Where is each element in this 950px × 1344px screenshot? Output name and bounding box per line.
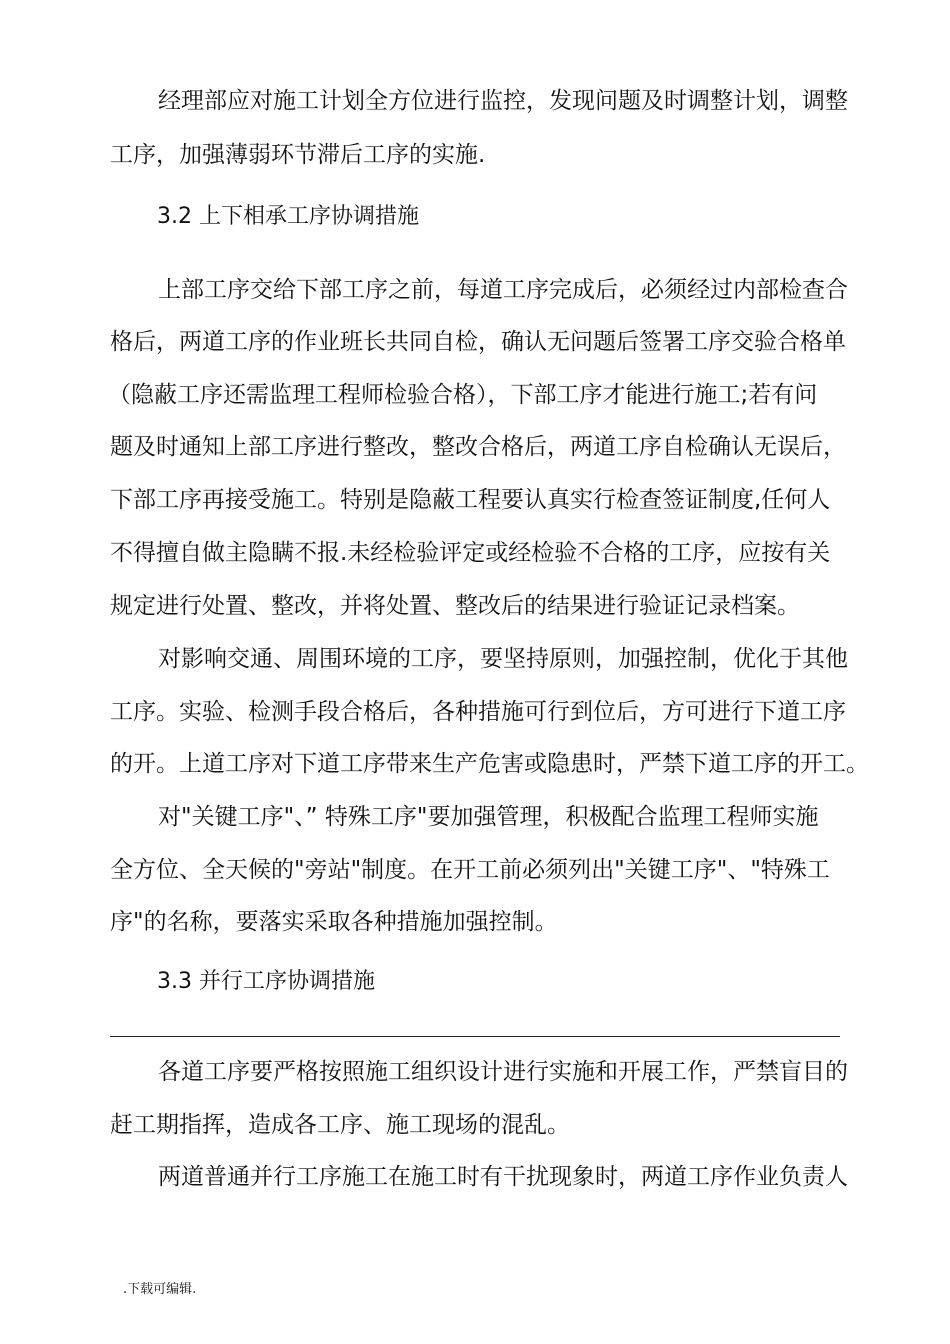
paragraph-4-line-2: 全方位、全天候的"旁站"制度。在开工前必须列出"关键工序"、"特殊工: [110, 857, 830, 883]
paragraph-3-line-3: 的开。上道工序对下道工序带来生产危害或隐患时，严禁下道工序的开工。: [110, 751, 869, 777]
paragraph-1-line-2: 工序，加强薄弱环节滞后工序的实施.: [110, 142, 486, 168]
paragraph-3-line-1: 对影响交通、周围环境的工序，要坚持原则，加强控制，优化于其他: [158, 646, 848, 672]
paragraph-4-line-3: 序"的名称，要落实采取各种措施加强控制。: [110, 909, 558, 935]
paragraph-1-line-1: 经理部应对施工计划全方位进行监控，发现问题及时调整计划，调整: [158, 88, 848, 114]
paragraph-2-line-7: 规定进行处置、整改，并将处置、整改后的结果进行验证记录档案。: [110, 593, 800, 619]
section-heading-3-3: 3.3 并行工序协调措施: [157, 969, 375, 994]
paragraph-2-line-2: 格后，两道工序的作业班长共同自检，确认无问题后签署工序交验合格单: [110, 329, 846, 355]
paragraph-4-line-1: 对"关键工序"、” 特殊工序"要加强管理，积极配合监理工程师实施: [158, 804, 819, 830]
page-footer: .下载可编辑.: [123, 1282, 197, 1297]
section-heading-3-2: 3.2 上下相承工序协调措施: [157, 204, 419, 229]
horizontal-divider: [110, 1036, 840, 1037]
paragraph-2-line-4: 题及时通知上部工序进行整改，整改合格后，两道工序自检确认无误后，: [110, 434, 846, 460]
paragraph-2-line-3: （隐蔽工序还需监理工程师检验合格），下部工序才能进行施工;若有问: [108, 382, 818, 408]
paragraph-6-line-1: 两道普通并行工序施工在施工时有干扰现象时，两道工序作业负责人: [158, 1164, 848, 1190]
paragraph-5-line-2: 赶工期指挥，造成各工序、施工现场的混乱。: [110, 1112, 570, 1138]
paragraph-5-line-1: 各道工序要严格按照施工组织设计进行实施和开展工作，严禁盲目的: [158, 1059, 848, 1085]
paragraph-2-line-1: 上部工序交给下部工序之前，每道工序完成后，必须经过内部检查合: [158, 277, 848, 303]
paragraph-2-line-5: 下部工序再接受施工。特别是隐蔽工程要认真实行检查签证制度,任何人: [110, 487, 831, 513]
paragraph-3-line-2: 工序。实验、检测手段合格后，各种措施可行到位后，方可进行下道工序: [110, 699, 846, 725]
paragraph-2-line-6: 不得擅自做主隐瞒不报.未经检验评定或经检验不合格的工序，应按有关: [110, 540, 831, 566]
